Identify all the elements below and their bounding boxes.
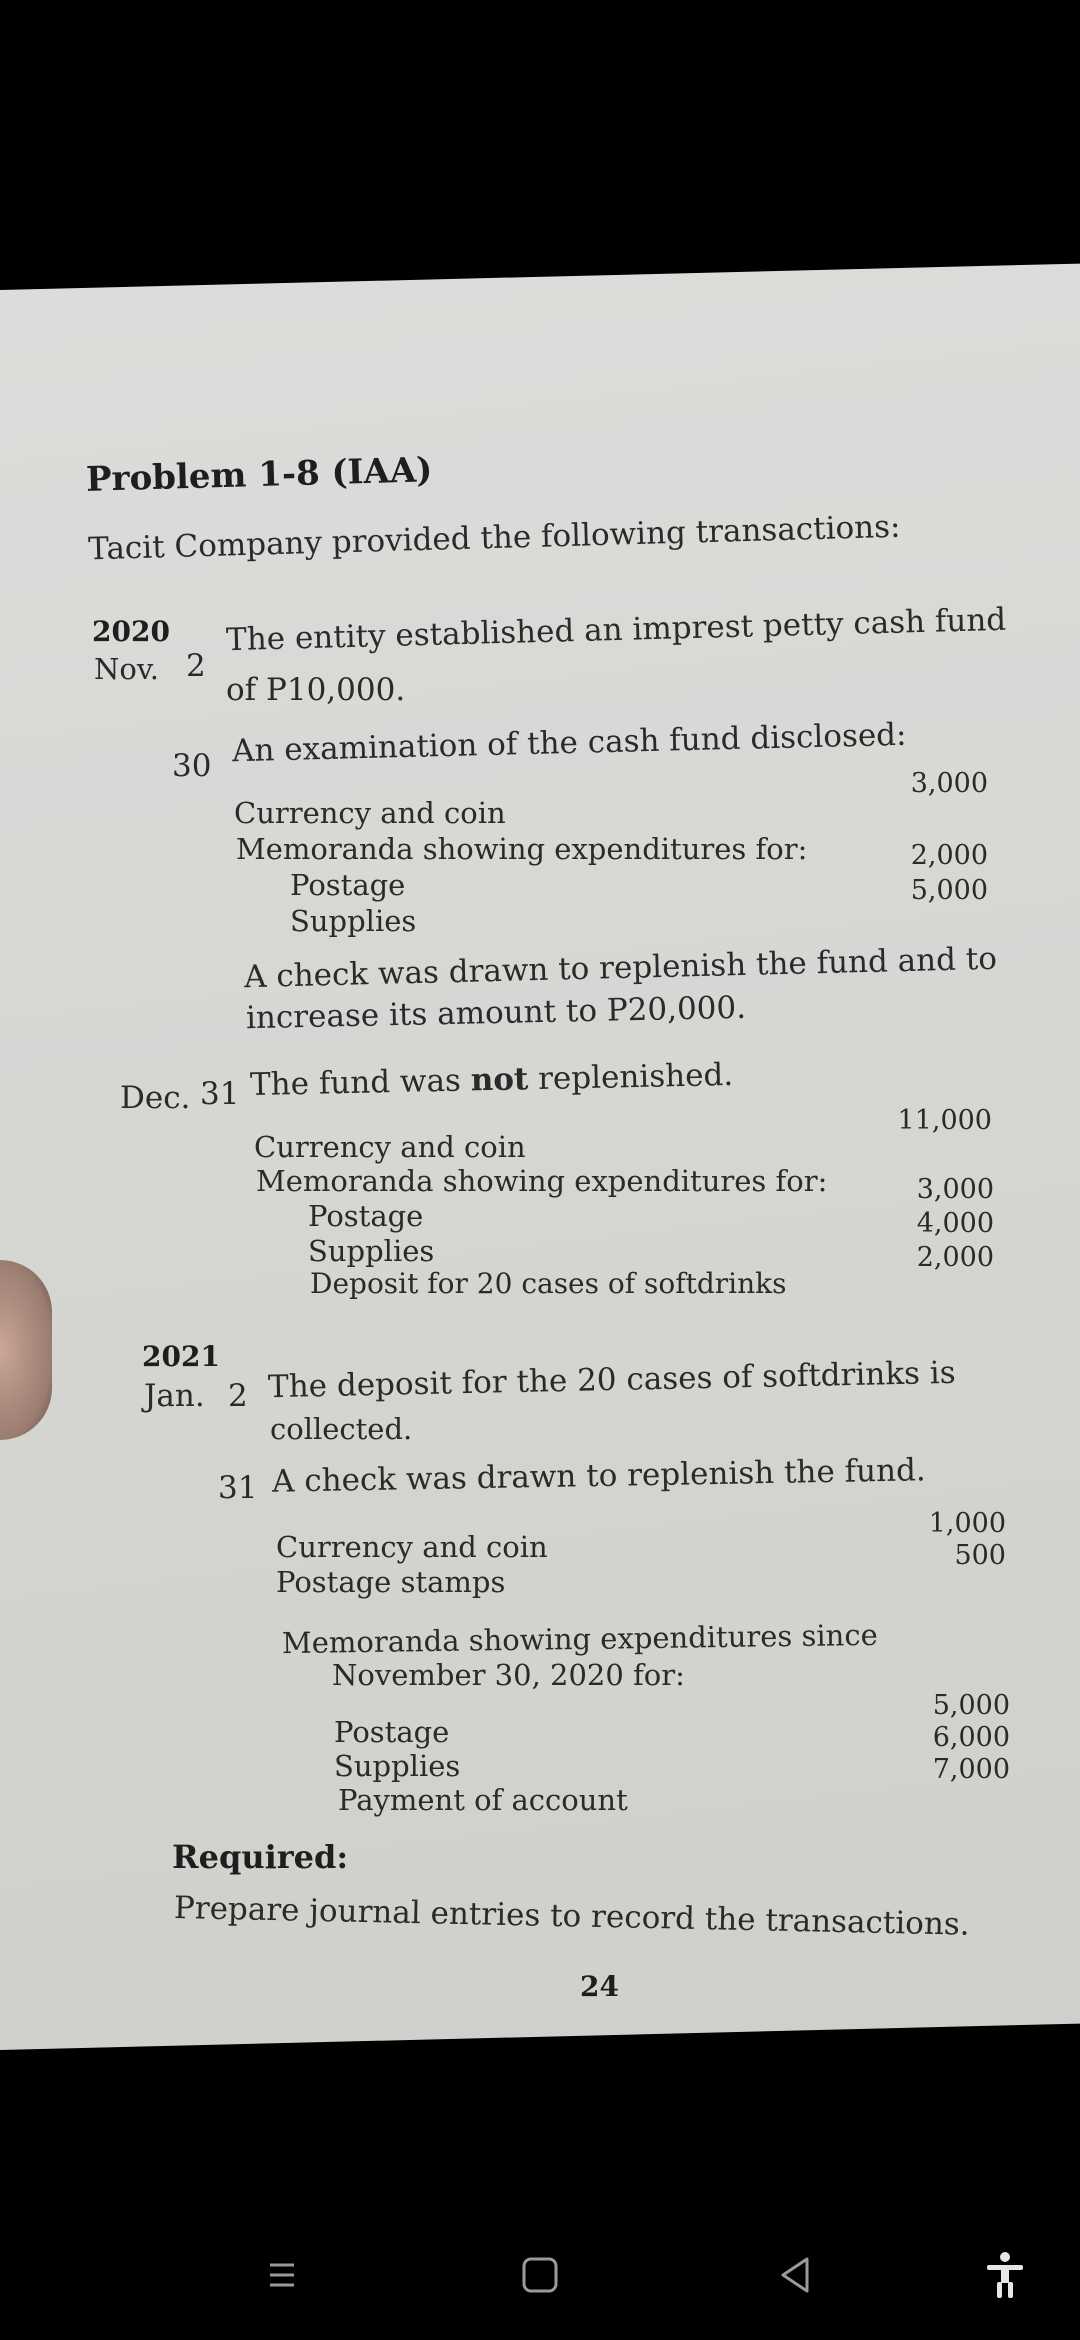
jan31-currency: Currency and coin [276,1530,548,1564]
dec31-memo: Memoranda showing expenditures for: [256,1164,828,1198]
back-icon[interactable] [765,2245,825,2305]
intro-text: Tacit Company provided the following transactions: [87,508,901,568]
nov30-supplies-amount: 5,000 [910,875,988,906]
jan2-text-1: The deposit for the 20 cases of softdrinks is [267,1354,956,1406]
nov30-currency-amount: 3,000 [910,768,988,799]
jan2-day: 2 [228,1378,248,1414]
dec31-supplies-amount: 4,000 [916,1208,994,1239]
nov30-check-1: A check was drawn to replenish the fund and to [243,940,998,996]
jan31-postage: Postage [334,1715,450,1749]
home-icon[interactable] [510,2245,570,2305]
nov2-text-1: The entity established an imprest petty cash fund [225,601,1007,659]
problem-title: Problem 1-8 (IAA) [85,450,433,500]
nov30-day: 30 [172,748,212,784]
jan31-memo-1: Memoranda showing expenditures since [281,1617,878,1661]
page-number: 24 [580,1970,619,2003]
dec31-text-b: replenished. [537,1056,734,1098]
nov30-memo: Memoranda showing expenditures for: [236,832,808,866]
dec31-day: 31 [200,1076,240,1112]
jan31-stamps-amount: 500 [954,1540,1006,1571]
nov30-check-2: increase its amount to P20,000. [245,989,747,1037]
nov30-text: An examination of the cash fund disclosed: [231,716,907,770]
required-text: Prepare journal entries to record the transactions. [173,1890,971,1943]
jan31-supplies-amount: 6,000 [932,1722,1010,1753]
dec31-text-a: The fund was [249,1062,462,1104]
accessibility-icon[interactable] [975,2245,1035,2305]
jan31-stamps: Postage stamps [276,1565,506,1599]
jan31-day: 31 [218,1470,258,1506]
jan31-text: A check was drawn to replenish the fund. [271,1452,927,1500]
dec31-currency-amount: 11,000 [897,1105,992,1136]
nov30-postage: Postage [290,868,406,902]
dec31-deposit-amount: 2,000 [916,1242,994,1273]
jan2-text-2: collected. [270,1412,413,1446]
nov30-postage-amount: 2,000 [910,840,988,871]
nov30-supplies: Supplies [290,904,417,938]
jan31-payment: Payment of account [338,1783,628,1817]
dec31-supplies: Supplies [308,1234,435,1268]
nov-label: Nov. [94,652,159,686]
jan31-memo-2: November 30, 2020 for: [332,1658,685,1692]
dec31-currency: Currency and coin [254,1130,526,1164]
jan31-supplies: Supplies [334,1749,461,1783]
nov30-currency: Currency and coin [234,796,506,830]
dec31-deposit: Deposit for 20 cases of softdrinks [310,1267,787,1300]
dec-label: Dec. [120,1080,191,1116]
jan31-postage-amount: 5,000 [932,1690,1010,1721]
dec31-postage: Postage [308,1199,424,1233]
jan31-payment-amount: 7,000 [932,1754,1010,1785]
dec31-postage-amount: 3,000 [916,1174,994,1205]
year-2020: 2020 [92,615,170,648]
dec31-text-not: not [470,1061,529,1099]
nov2-day: 2 [186,648,206,684]
year-2021: 2021 [142,1340,220,1373]
nov2-text-2: of P10,000. [226,672,406,708]
jan31-currency-amount: 1,000 [928,1508,1006,1539]
dec31-text [250,1057,734,1103]
required-label: Required: [172,1838,349,1876]
menu-icon[interactable] [252,2245,312,2305]
jan-label: Jan. [144,1378,205,1414]
